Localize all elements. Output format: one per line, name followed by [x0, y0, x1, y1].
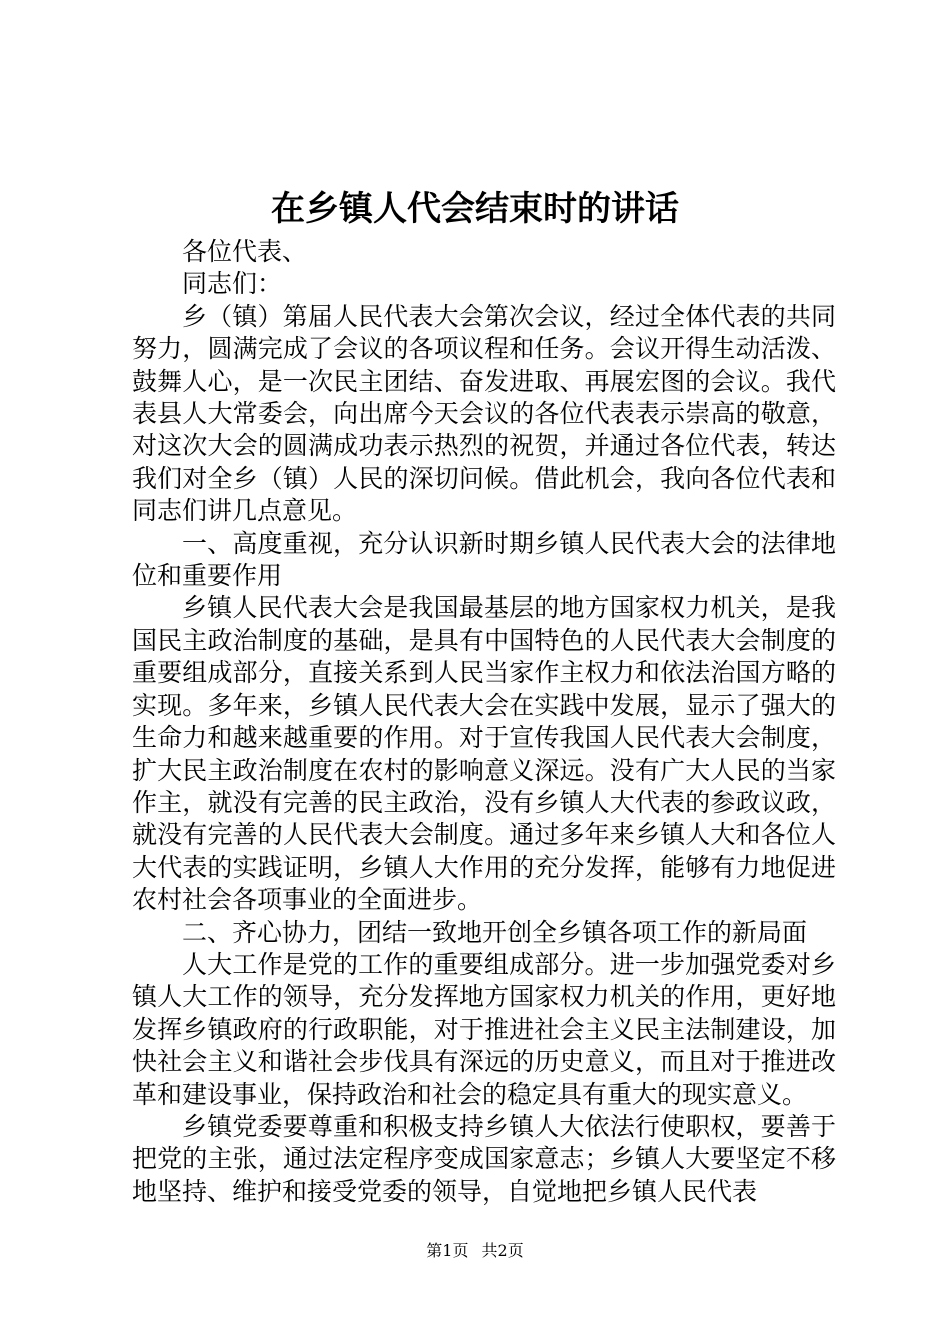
document-body [132, 236, 836, 1208]
page-number-current: 第1页 [426, 1241, 469, 1260]
document-title: 在乡镇人代会结束时的讲话 [271, 189, 679, 229]
section-heading-1: 一、高度重视，充分认识新时期乡镇人民代表大会的法律地位和重要作用 [132, 528, 836, 591]
body-paragraph: 人大工作是党的工作的重要组成部分。进一步加强党委对乡镇人大工作的领导，充分发挥地方国家权力机关的作用，更好地发挥乡镇政府的行政职能，对于推进社会主义民主法制建设，加快社会主义和谐社会步伐具有深远的历史意义，而且对于推进改革和建设事业，保持政治和社会的稳定具有重大的现实意义。 [132, 949, 836, 1109]
body-paragraph: 乡镇人民代表大会是我国最基层的地方国家权力机关，是我国民主政治制度的基础，是具有中国特色的人民代表大会制度的重要组成部分，直接关系到人民当家作主权力和依法治国方略的实现。多年来，乡镇人民代表大会在实践中发展，显示了强大的生命力和越来越重要的作用。对于宣传我国人民代表大会制度，扩大民主政治制度在农村的影响意义深远。没有广大人民的当家作主，就没有完善的民主政治，没有乡镇人大代表的参政议政，就没有完善的人民代表大会制度。通过多年来乡镇人大和各位人大代表的实践证明，乡镇人大作用的充分发挥，能够有力地促进农村社会各项事业的全面进步。 [132, 593, 836, 915]
page-number-total: 共2页 [481, 1241, 524, 1260]
body-paragraph: 乡（镇）第届人民代表大会第次会议，经过全体代表的共同努力，圆满完成了会议的各项议程和任务。会议开得生动活泼、鼓舞人心，是一次民主团结、奋发进取、再展宏图的会议。我代表县人大常委会，向出席今天会议的各位代表表示崇高的敬意，对这次大会的圆满成功表示热烈的祝贺，并通过各位代表，转达我们对全乡（镇）人民的深切问候。借此机会，我向各位代表和同志们讲几点意见。 [132, 301, 836, 526]
salutation-line-2: 同志们： [182, 269, 283, 299]
page-footer [0, 1240, 950, 1262]
section-heading-2: 二、齐心协力，团结一致地开创全乡镇各项工作的新局面 [182, 917, 808, 947]
body-paragraph: 乡镇党委要尊重和积极支持乡镇人大依法行使职权，要善于把党的主张，通过法定程序变成国家意志；乡镇人大要坚定不移地坚持、维护和接受党委的领导，自觉地把乡镇人民代表 [132, 1111, 836, 1206]
salutation-line-1: 各位代表、 [182, 237, 308, 266]
